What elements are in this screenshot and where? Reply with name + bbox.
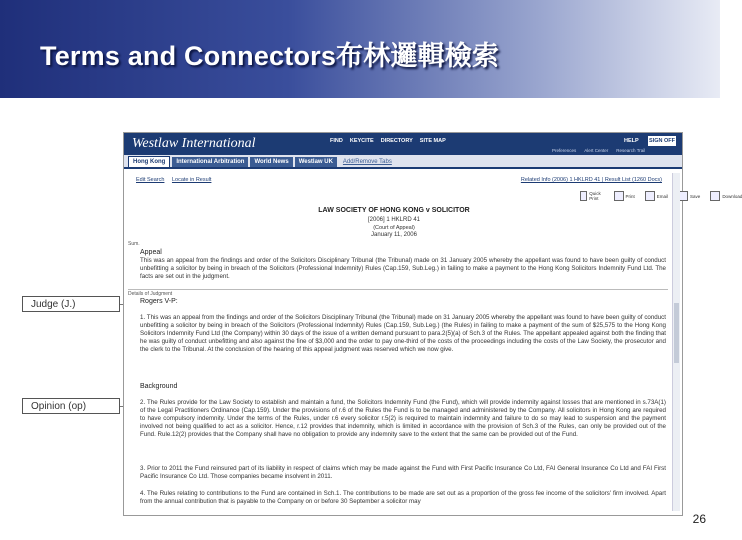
slide-number: 26 [692, 512, 706, 526]
tab-westlaw-uk[interactable]: Westlaw UK [295, 157, 337, 167]
westlaw-logo: Westlaw International [132, 136, 256, 151]
paragraph-2: 2. The Rules provide for the Law Society to establish and maintain a fund, the Solicitors Indemnity Fund (the Fund), which will provide indemnity against losses that are mentioned in s.73A(1) of the Legal Practitioners Ordinance (Cap.159). Under the provisions of r.6 of the Rules the Fund is to be managed and administered by the Company. All solicitors in Hong Kong are required to have compulsory indemnity. Under the terms of the Rules, under r.6 every solicitor r.5(2) is required to maintain indemnity and failure to do so may lead to suspension and the payment involved not being qualified to act as a solicitor. Hence, r.12 provides that indemnity, which is limited in accordance with the provision of Sch.3 of the Rules, can only be provided out of the Fund. Rule.12(2) provides that the Company shall have no obligation to provide any indemnity save to the extent that the same can be provided out of the Fund. [140, 399, 666, 439]
callout-opinion: Opinion (op) [22, 398, 120, 414]
help-link[interactable]: HELP [624, 138, 639, 144]
download-label: Download [722, 193, 742, 199]
paragraph-4: 4. The Rules relating to contributions to the Fund are contained in Sch.1. The contributions to be made are set out as a proportion of the gross fee income of the solicitors' firm involved. Apart from the annual contribution that is payable to the Company on or before 30 September a solicitor may [140, 490, 666, 506]
add-remove-tabs-link[interactable]: Add/Remove Tabs [342, 159, 392, 165]
locate-in-result-link[interactable]: Locate in Result [171, 177, 212, 183]
case-court: (Court of Appeal) [373, 225, 415, 231]
sign-off-button[interactable]: SIGN OFF [649, 138, 675, 144]
email-label: Email [656, 193, 669, 199]
save-label: Save [690, 193, 701, 199]
top-links [552, 148, 645, 153]
toolbar-left [136, 177, 217, 183]
judgment-label: Details of Judgment [128, 291, 173, 297]
nav-keycite[interactable]: KEYCITE [349, 138, 374, 144]
case-citation: [2006] 1 HKLRD 41 [367, 217, 421, 223]
westlaw-tabs [124, 155, 682, 169]
result-list-link[interactable]: Related Info (2006) 1 HKLRD 41 | Result List (1260 Docs) [520, 177, 662, 183]
document-scrollbar[interactable] [672, 173, 680, 511]
alert-center-link[interactable]: Alert Center [584, 148, 609, 153]
tab-international-arbitration[interactable]: International Arbitration [172, 157, 248, 167]
tab-hong-kong[interactable]: Hong Kong [128, 156, 170, 167]
case-title: LAW SOCIETY OF HONG KONG v SOLICITOR [318, 207, 470, 214]
nav-site-map[interactable]: SITE MAP [419, 138, 446, 144]
research-trail-link[interactable]: Research Trail [616, 148, 646, 153]
appeal-summary: This was an appeal from the findings and order of the Solicitors Disciplinary Tribunal (the Tribunal) made on 31 January 2005 whereby the appellant was found to have been guilty of conduct unbefitting a solicitor by being in breach of the Solicitors (Professional Indemnity) Rules (Cap.159, Sub.Leg.) in failing to make a payment to the Hong Kong Solicitors Indemnity Fund Ltd. The facts are set out in the judgment. [140, 257, 666, 281]
appeal-heading: Appeal [140, 249, 162, 256]
preferences-link[interactable]: Preferences [552, 148, 577, 153]
print-icon [614, 191, 624, 201]
scrollbar-thumb[interactable] [674, 303, 679, 363]
download-icon [710, 191, 720, 201]
edit-search-link[interactable]: Edit Search [136, 177, 165, 183]
nav-directory[interactable]: DIRECTORY [380, 138, 413, 144]
judge-heading: Rogers V-P: [140, 298, 178, 305]
nav-find[interactable]: FIND [330, 138, 343, 144]
quick-print-button[interactable] [580, 191, 604, 201]
westlaw-header [124, 133, 682, 155]
summary-label: Sum. [128, 241, 140, 247]
document-tools [580, 191, 742, 201]
paragraph-1: 1. This was an appeal from the findings and order of the Solicitors Disciplinary Tribunal (the Tribunal) made on 31 January 2005 whereby the appellant was found to have been guilty of conduct unbefitting a solicitor by being in breach of the Solicitors (Professional Indemnity) Rules (Cap.159, Sub.Leg.) (the Rules) in failing to make a payment of the sum of $25,575 to the Hong Kong Solicitors Indemnity Fund Ltd (the Company) within 30 days of the issue of a written demand pursuant to para.2(5)(a) of Sch.3 of the Rules. The appellant appealed against both the finding that he was guilty of conduct unbefitting and also against the fine of $3,000 and the order to pay one-third of the costs of the proceedings including the costs of the Law Society, the prosecutor and the clerk to the Tribunal. At the conclusion of the hearing of this appeal judgment was reserved which we now give. [140, 314, 666, 354]
print-label: Print [625, 193, 635, 199]
email-icon [645, 191, 655, 201]
westlaw-nav [330, 138, 446, 144]
printer-icon [580, 191, 587, 201]
quick-print-label: Quick Print [589, 191, 601, 201]
case-date: January 11, 2006 [371, 232, 417, 238]
save-button[interactable] [678, 191, 700, 201]
tab-world-news[interactable]: World News [250, 157, 292, 167]
slide-title: Terms and Connectors布林邏輯檢索 [40, 41, 500, 71]
background-heading: Background [140, 383, 178, 390]
email-button[interactable] [645, 191, 668, 201]
paragraph-3: 3. Prior to 2011 the Fund reinsured part of its liability in respect of claims which may be made against the Fund with First Pacific Insurance Co Ltd, FAI General Insurance Co Ltd and FAI First Pacific Insurance Co Ltd. Those companies became insolvent in 2011. [140, 465, 666, 481]
westlaw-screenshot [123, 132, 742, 516]
callout-judge: Judge (J.) [22, 296, 120, 312]
download-button[interactable] [710, 191, 742, 201]
print-button[interactable] [614, 191, 635, 201]
divider [128, 289, 668, 290]
